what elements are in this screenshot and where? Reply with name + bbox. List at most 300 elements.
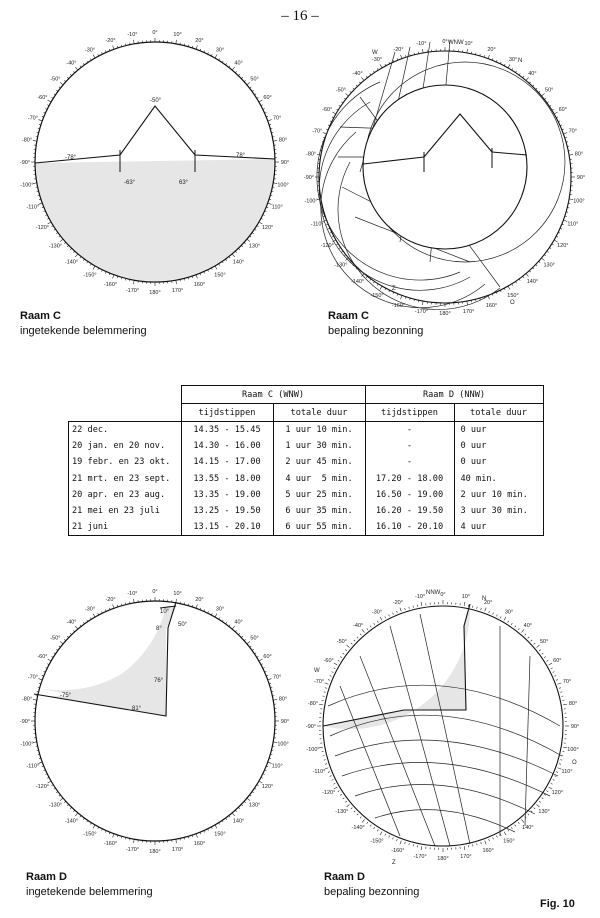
compass-label: WNW (448, 40, 464, 46)
table-cell-d-dur: 2 uur 10 min. (454, 487, 543, 503)
sub-header: tijdstippen (181, 404, 273, 422)
dial-tick-label: 140° (522, 825, 534, 832)
angle-label: -78° (65, 155, 77, 161)
dial-tick (558, 683, 562, 684)
dial-tick (351, 643, 352, 644)
dial-tick (508, 829, 509, 831)
dial-tick-label: -150° (370, 838, 384, 845)
dial-tick (534, 808, 535, 809)
dial-tick (525, 634, 526, 635)
table-cell-c-dur: 5 uur 25 min. (273, 487, 365, 503)
shaded-area (323, 608, 470, 729)
dial-tick-label: -120° (322, 790, 336, 796)
dial-tick (377, 621, 378, 623)
table-cell-c-time: 13.55 - 18.00 (181, 471, 273, 487)
table-row (69, 422, 544, 439)
dial-tick-label: 140° (232, 259, 245, 266)
table-cell-c-time: 14.30 - 16.00 (181, 438, 273, 454)
dial-tick (488, 55, 489, 59)
dial-tick (409, 607, 410, 609)
dial-tick-label: 80° (574, 151, 584, 158)
dial-tick (268, 120, 272, 121)
dial-tick-label: -110° (26, 204, 40, 211)
dial-tick-label: 120° (261, 225, 274, 231)
dial-tick-label: -30° (84, 47, 96, 54)
dial-tick (493, 613, 494, 615)
dial-tick-label: -20° (105, 37, 116, 44)
dial-tick (526, 77, 529, 80)
table-cell-c-time: 13.15 - 20.10 (181, 519, 273, 536)
dial-tick-label: -160° (391, 302, 406, 309)
dial-tick-label: 170° (462, 308, 475, 315)
dial-tick (481, 842, 482, 844)
dial-tick-label: 90° (280, 719, 290, 725)
dial-tick (464, 602, 465, 606)
compass-label: O (510, 300, 515, 306)
dial-tick (380, 617, 382, 620)
dial-tick-label: -30° (371, 609, 383, 616)
dial-tick (354, 640, 355, 641)
dial-tick (485, 841, 486, 845)
table-cell-date: 21 juni (69, 519, 182, 536)
dial-tick-label: 0° (442, 39, 448, 45)
dial-tick (385, 834, 386, 836)
dial-tick-label: 50° (250, 635, 259, 642)
dial-tick (400, 841, 401, 845)
table-cell-c-dur: 6 uur 35 min. (273, 503, 365, 519)
dial-tick-label: -120° (320, 243, 334, 249)
table-cell-c-dur: 1 uur 30 min. (273, 438, 365, 454)
dial-tick-label: -150° (83, 272, 97, 279)
dial-tick-label: -160° (103, 841, 118, 848)
dial-tick (496, 836, 497, 838)
dial-tick-label: 150° (507, 292, 519, 299)
table-row (69, 487, 544, 503)
dial-tick-label: 120° (261, 784, 274, 790)
table-cell-date: 22 dec. (69, 422, 182, 439)
dial-tick-label: 30° (508, 57, 518, 64)
dial-tick (549, 787, 552, 789)
dial-tick (247, 82, 250, 85)
dial-tick-label: 120° (551, 790, 564, 796)
dial-tick (328, 772, 330, 773)
dial-tick-label: -160° (103, 282, 118, 289)
caption-subtitle: bepaling bezonning (324, 886, 420, 898)
dial-tick (113, 604, 114, 608)
dial-tick (542, 653, 544, 654)
dial-tick (325, 764, 327, 765)
caption-title: Raam C (20, 310, 61, 322)
dial-tick (546, 791, 548, 792)
dial-tick (422, 301, 423, 305)
figure-label: Fig. 10 (540, 898, 575, 910)
dial-tick-label: 110° (561, 769, 573, 776)
dial-tick-label: 110° (271, 763, 283, 770)
raam-c-obstruction-caption (20, 309, 147, 339)
dial-tick-label: 10° (173, 590, 182, 597)
dial-tick (340, 657, 342, 658)
dial-tick-label: 80° (278, 137, 288, 144)
angle-label: 10° (160, 609, 170, 615)
raam-d-obstruction-caption (26, 870, 153, 900)
dial-tick (38, 120, 42, 121)
dial-tick-label: 180° (149, 290, 161, 296)
dial-tick-label: -30° (84, 606, 96, 613)
dial-tick-label: 70° (272, 115, 282, 122)
angle-label: 50° (178, 622, 188, 628)
raam-d-sunpath-diagram (300, 586, 600, 876)
dial-tick (338, 791, 340, 792)
dial-tick (374, 827, 375, 829)
caption-subtitle: ingetekende belemmering (20, 325, 147, 337)
dial-tick (400, 608, 401, 612)
dial-tick (556, 680, 558, 681)
dial-tick (133, 839, 134, 843)
dial-tick-label: -20° (392, 599, 403, 606)
dial-tick (48, 222, 51, 224)
dial-tick-label: -10° (127, 590, 138, 597)
dial-tick-label: 20° (487, 47, 496, 54)
dial-tick (554, 676, 556, 677)
table-cell-c-dur: 2 uur 45 min. (273, 454, 365, 470)
dial-tick-label: 20° (483, 599, 493, 606)
compass-label: NNW (426, 590, 441, 596)
dial-tick-label: -20° (105, 596, 116, 603)
table-cell-d-time: - (365, 438, 454, 454)
dial-tick-label: -100° (304, 198, 318, 205)
dial-tick-label: 70° (272, 674, 282, 681)
dial-tick (549, 663, 552, 665)
dial-tick (346, 804, 349, 807)
dial-tick-label: 110° (567, 221, 579, 228)
sub-header: tijdstippen (365, 404, 454, 422)
dial-tick-label: -80° (21, 696, 33, 703)
dial-tick (354, 811, 355, 812)
dial-tick-label: 60° (558, 107, 567, 113)
dial-tick-label: -70° (313, 678, 325, 685)
dial-tick (374, 623, 375, 625)
dial-tick-label: -90° (19, 719, 31, 725)
dial-tick (93, 55, 95, 58)
dial-tick (361, 77, 364, 80)
sub-header: totale duur (454, 404, 543, 422)
dial-tick (385, 617, 386, 619)
dial-tick (563, 704, 567, 705)
dial-tick-label: 40° (528, 70, 537, 77)
raam-d-sunpath-caption (324, 870, 419, 900)
dial-tick (332, 672, 334, 673)
dial-tick-label: -50° (336, 639, 347, 646)
dial-tick (405, 842, 406, 844)
dial-tick (367, 628, 368, 630)
dial-tick-label: -130° (48, 243, 63, 250)
raam-c-obstruction-diagram (0, 22, 300, 312)
raam-d-obstruction-diagram (0, 586, 300, 876)
dial-tick-label: -170° (125, 288, 140, 295)
table-cell-d-dur: 0 uur (454, 454, 543, 470)
dial-tick (75, 67, 78, 70)
dial-tick-label: 30° (215, 47, 225, 54)
dial-tick (196, 275, 197, 279)
dial-tick (332, 112, 335, 114)
dial-tick (544, 657, 546, 658)
table-cell-d-time: 16.10 - 20.10 (365, 519, 454, 536)
dial-tick-label: -70° (312, 128, 323, 135)
caption-title: Raam C (328, 310, 369, 322)
dial-tick (559, 764, 561, 765)
table-row (69, 503, 544, 519)
dial-tick (334, 783, 336, 784)
dial-tick-label: 140° (526, 279, 539, 286)
dial-tick (464, 846, 465, 850)
dial-tick-label: 100° (567, 746, 579, 753)
sub-header: totale duur (273, 404, 365, 422)
dial-tick-label: -10° (127, 31, 138, 38)
sun-hours-table (68, 385, 544, 536)
dial-tick (113, 275, 114, 279)
dial-tick (542, 798, 544, 799)
dial-tick-label: -130° (334, 262, 348, 269)
dial-tick (553, 672, 555, 673)
dial-tick (351, 808, 352, 809)
dial-tick-label: 10° (173, 31, 182, 38)
dial-tick (334, 787, 337, 789)
dial-tick (496, 615, 497, 617)
dial-tick (536, 645, 539, 648)
dial-tick (534, 643, 535, 644)
dial-tick (332, 779, 334, 780)
dial-tick (133, 599, 134, 603)
dial-tick-label: -170° (125, 847, 140, 854)
dial-tick (362, 819, 365, 822)
table-row (69, 454, 544, 470)
dial-tick (481, 608, 482, 610)
dial-tick-label: 180° (439, 311, 451, 317)
dial-tick (324, 692, 326, 693)
dial-tick-label: -50° (50, 635, 61, 642)
compass-label: N (482, 596, 487, 602)
table-cell-d-dur: 0 uur (454, 438, 543, 454)
dial-tick (518, 628, 519, 630)
dial-tick (508, 286, 510, 289)
dial-tick (380, 832, 382, 835)
table-cell-date: 21 mei en 23 juli (69, 503, 182, 519)
dial-tick (518, 822, 519, 824)
dial-tick-label: 180° (149, 849, 161, 855)
dial-tick-label: 110° (271, 204, 283, 211)
dial-tick (176, 839, 177, 843)
dial-tick-label: -110° (26, 763, 40, 770)
dial-tick (334, 663, 337, 665)
dial-tick-label: -140° (350, 279, 365, 286)
dial-tick (511, 827, 512, 829)
dial-tick-label: -90° (305, 724, 317, 730)
dial-tick-label: -160° (391, 848, 405, 855)
dial-tick-label: 100° (573, 198, 585, 205)
dial-tick (273, 140, 277, 141)
dial-tick-label: 150° (503, 838, 515, 845)
dial-tick-label: 60° (553, 658, 562, 664)
dial-tick (489, 611, 490, 613)
dial-tick (508, 621, 509, 623)
angle-label: 78° (236, 153, 246, 159)
table-cell-date: 21 mrt. en 23 sept. (69, 471, 182, 487)
dial-tick (528, 637, 529, 638)
dial-tick (554, 776, 556, 777)
table-cell-c-dur: 1 uur 10 min. (273, 422, 365, 439)
dial-tick-label: 60° (263, 654, 272, 660)
dial-tick-label: -120° (35, 784, 50, 790)
dial-tick-label: 160° (485, 302, 498, 309)
dial-tick-label: -60° (37, 654, 48, 660)
dial-tick (554, 240, 557, 242)
angle-label: 76° (154, 678, 164, 684)
dial-tick-label: -60° (37, 95, 48, 101)
dial-tick-label: 130° (248, 802, 261, 809)
dial-tick (330, 776, 332, 777)
dial-tick-label: -80° (307, 701, 319, 708)
angle-label: -75° (60, 693, 72, 699)
dial-tick-label: 120° (557, 243, 569, 249)
dial-tick (389, 836, 390, 838)
caption-title: Raam D (26, 871, 67, 883)
dial-tick-label: 10° (461, 594, 471, 601)
dial-tick (345, 801, 347, 802)
dial-tick (521, 629, 524, 632)
dial-tick (521, 819, 524, 822)
dial-tick (377, 829, 378, 831)
dial-tick (536, 804, 539, 807)
dial-tick (325, 688, 327, 689)
dial-tick (553, 779, 555, 780)
dial-tick (563, 133, 567, 134)
dial-tick (485, 608, 486, 612)
dial-tick (360, 817, 361, 818)
dial-tick (560, 692, 562, 693)
table-cell-date: 20 jan. en 20 nov. (69, 438, 182, 454)
table-cell-date: 19 febr. en 23 okt. (69, 454, 182, 470)
dial-tick (504, 617, 506, 620)
dial-tick (493, 837, 494, 839)
dial-tick (345, 650, 347, 651)
dial-tick (346, 645, 349, 648)
dial-tick-label: 30° (504, 609, 514, 616)
dial-tick-label: 140° (232, 818, 245, 825)
dial-tick (370, 825, 371, 827)
dial-tick (60, 82, 63, 85)
dial-tick-label: 60° (263, 95, 272, 101)
dial-tick (500, 834, 501, 836)
dial-tick (393, 613, 394, 615)
table-cell-c-time: 13.35 - 19.00 (181, 487, 273, 503)
dial-tick (362, 629, 365, 632)
dial-tick-label: -80° (21, 137, 33, 144)
dial-tick (334, 668, 336, 669)
dial-tick-label: -90° (19, 160, 31, 166)
dial-tick (340, 794, 342, 795)
caption-subtitle: ingetekende belemmering (26, 886, 153, 898)
dial-tick (511, 623, 512, 625)
dial-tick-label: 70° (562, 678, 572, 685)
dial-tick-label: 100° (277, 741, 289, 748)
dial-tick (556, 772, 558, 773)
dial-tick-label: 100° (277, 182, 289, 189)
dial-tick-label: -10° (415, 594, 426, 601)
dial-tick (515, 825, 516, 827)
dial-tick-label: -50° (335, 87, 346, 94)
dial-tick (467, 301, 468, 305)
dial-tick-label: 20° (195, 37, 204, 44)
dial-tick-label: -100° (20, 182, 34, 189)
dial-tick (273, 699, 277, 700)
table-cell-c-time: 13.25 - 19.50 (181, 503, 273, 519)
dial-tick-label: -60° (322, 107, 333, 113)
table-cell-c-time: 14.35 - 15.45 (181, 422, 273, 439)
page-number: – 16 – (281, 8, 319, 24)
table-cell-d-dur: 40 min. (454, 471, 543, 487)
dial-tick (196, 45, 197, 49)
dial-tick-label: 170° (460, 853, 472, 860)
dial-tick (528, 814, 529, 815)
dial-tick-label: 130° (538, 808, 550, 815)
compass-label: N (518, 58, 523, 64)
dial-tick-label: -140° (64, 818, 79, 825)
dial-tick (546, 660, 548, 661)
dial-tick-label: -40° (352, 70, 363, 77)
dial-tick (338, 660, 340, 661)
dial-tick (60, 641, 63, 644)
dial-tick (397, 839, 398, 841)
dial-tick (330, 676, 332, 677)
dial-tick-label: -70° (27, 115, 38, 122)
dial-tick-label: -40° (353, 622, 364, 629)
table-cell-d-time: 16.50 - 19.00 (365, 487, 454, 503)
table-cell-c-dur: 4 uur 5 min. (273, 471, 365, 487)
table-cell-d-dur: 3 uur 30 min. (454, 503, 543, 519)
table-cell-d-time: - (365, 454, 454, 470)
dial-tick-label: -10° (416, 41, 427, 48)
table-cell-d-dur: 0 uur (454, 422, 543, 439)
dial-tick (343, 798, 345, 799)
compass-label: W (372, 50, 378, 56)
dial-tick (539, 650, 541, 651)
table-cell-d-dur: 4 uur (454, 519, 543, 536)
dial-tick (508, 64, 510, 67)
dial-tick-label: -80° (305, 151, 317, 158)
dial-tick (113, 45, 114, 49)
raam-c-sunpath-caption (328, 309, 423, 339)
dial-tick (345, 93, 348, 96)
dial-tick-label: -40° (66, 619, 77, 626)
table-cell-c-time: 14.15 - 17.00 (181, 454, 273, 470)
dial-tick (560, 760, 562, 761)
dial-tick (500, 617, 501, 619)
dial-tick-label: -130° (48, 802, 63, 809)
table-cell-c-dur: 6 uur 55 min. (273, 519, 365, 536)
dial-tick-label: -140° (64, 259, 79, 266)
dial-tick-label: 90° (576, 175, 586, 181)
dial-tick-label: -90° (303, 175, 315, 181)
dial-tick (559, 688, 561, 689)
dial-tick (405, 608, 406, 610)
dial-tick-label: -170° (414, 308, 428, 315)
dial-tick-label: 180° (437, 856, 449, 862)
group-header-raam-c: Raam C (WNW) (181, 386, 365, 404)
dial-tick (328, 680, 330, 681)
dial-tick-label: 40° (234, 619, 243, 626)
dial-tick (401, 55, 402, 59)
dial-tick-label: -40° (66, 60, 77, 67)
